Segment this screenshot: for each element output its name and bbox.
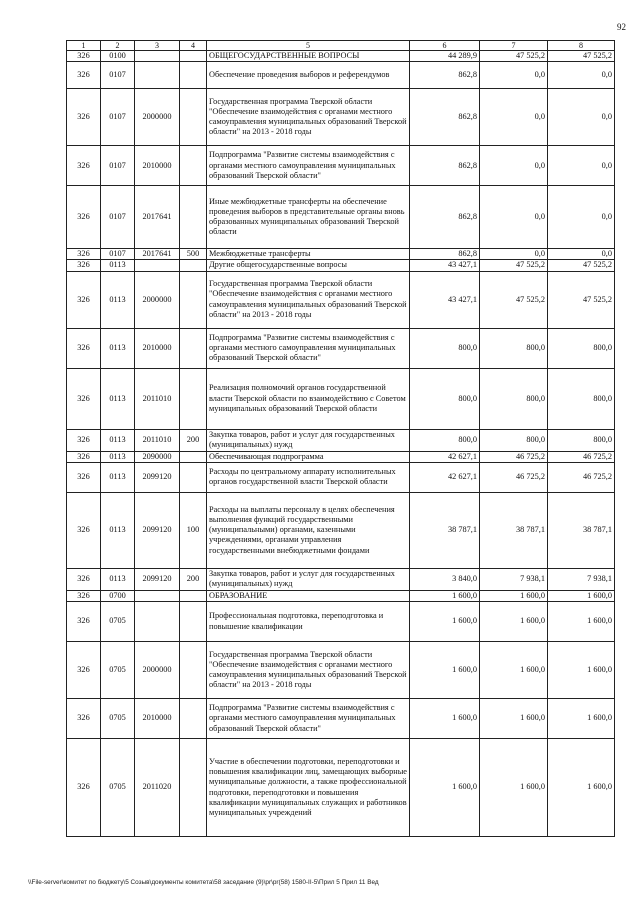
cell-description: Закупка товаров, работ и услуг для государственных (муниципальных) нужд (207, 568, 410, 590)
cell-target-code: 2010000 (135, 328, 180, 368)
column-header: 7 (480, 41, 548, 51)
cell-owner-code: 326 (67, 51, 101, 62)
cell-target-code: 2000000 (135, 271, 180, 328)
cell-description: Обеспечивающая подпрограмма (207, 451, 410, 462)
cell-owner-code: 326 (67, 186, 101, 249)
cell-expense-type (180, 590, 207, 601)
cell-target-code: 2011010 (135, 368, 180, 429)
table-row (67, 642, 615, 699)
cell-amount-year2: 1 600,0 (480, 602, 548, 642)
cell-target-code: 2000000 (135, 642, 180, 699)
cell-section-code: 0113 (101, 368, 135, 429)
cell-expense-type (180, 368, 207, 429)
cell-owner-code: 326 (67, 271, 101, 328)
cell-section-code: 0113 (101, 271, 135, 328)
cell-expense-type: 100 (180, 492, 207, 568)
cell-target-code (135, 602, 180, 642)
cell-section-code: 0113 (101, 462, 135, 492)
cell-owner-code: 326 (67, 739, 101, 837)
cell-expense-type (180, 328, 207, 368)
cell-description: Профессиональная подготовка, переподготовка и повышение квалификации (207, 602, 410, 642)
cell-description: Государственная программа Тверской области "Обеспечение взаимодействия с органами местного самоуправления муниципальных образований Тверской области" на 2013 - 2018 годы (207, 89, 410, 146)
cell-target-code: 2011020 (135, 739, 180, 837)
cell-amount-year2: 1 600,0 (480, 699, 548, 739)
cell-section-code: 0107 (101, 186, 135, 249)
cell-target-code: 2000000 (135, 89, 180, 146)
cell-amount-year2: 47 525,2 (480, 271, 548, 328)
table-row (67, 451, 615, 462)
cell-section-code: 0113 (101, 451, 135, 462)
cell-description: Межбюджетные трансферты (207, 249, 410, 260)
page-number: 92 (617, 22, 626, 32)
cell-amount-year1: 43 427,1 (410, 271, 480, 328)
cell-target-code: 2017641 (135, 186, 180, 249)
cell-amount-year1: 862,8 (410, 89, 480, 146)
cell-amount-year2: 0,0 (480, 186, 548, 249)
table-row (67, 368, 615, 429)
table-row (67, 249, 615, 260)
cell-owner-code: 326 (67, 89, 101, 146)
cell-section-code: 0113 (101, 328, 135, 368)
cell-description: ОБЩЕГОСУДАРСТВЕННЫЕ ВОПРОСЫ (207, 51, 410, 62)
column-header: 5 (207, 41, 410, 51)
cell-amount-year1: 800,0 (410, 429, 480, 451)
cell-amount-year2: 47 525,2 (480, 51, 548, 62)
cell-amount-year3: 47 525,2 (548, 271, 615, 328)
cell-target-code (135, 62, 180, 89)
cell-owner-code: 326 (67, 699, 101, 739)
cell-amount-year3: 1 600,0 (548, 602, 615, 642)
cell-target-code (135, 51, 180, 62)
cell-description: Другие общегосударственные вопросы (207, 260, 410, 271)
cell-description: Подпрограмма "Развитие системы взаимодействия с органами местного самоуправления муниципальных образований Тверской области" (207, 328, 410, 368)
cell-owner-code: 326 (67, 62, 101, 89)
cell-amount-year3: 800,0 (548, 368, 615, 429)
column-header: 3 (135, 41, 180, 51)
cell-amount-year2: 0,0 (480, 89, 548, 146)
cell-description: Расходы на выплаты персоналу в целях обеспечения выполнения функций государственными (муниципальными) органами, казенными учреждениями, органами управления государственными внебюджетными фондами (207, 492, 410, 568)
cell-expense-type: 200 (180, 429, 207, 451)
cell-description: Обеспечение проведения выборов и референдумов (207, 62, 410, 89)
cell-description: Участие в обеспечении подготовки, переподготовки и повышения квалификации лиц, замещающих выборные муниципальные должности, а также профессиональной подготовки, переподготовки и повышения квалификации муниципальных служащих и работников муниципальных учреждений (207, 739, 410, 837)
cell-owner-code: 326 (67, 602, 101, 642)
cell-owner-code: 326 (67, 642, 101, 699)
cell-expense-type (180, 739, 207, 837)
cell-amount-year1: 1 600,0 (410, 602, 480, 642)
cell-amount-year3: 800,0 (548, 328, 615, 368)
cell-section-code: 0100 (101, 51, 135, 62)
cell-amount-year3: 800,0 (548, 429, 615, 451)
cell-section-code: 0107 (101, 89, 135, 146)
table-row (67, 328, 615, 368)
cell-description: ОБРАЗОВАНИЕ (207, 590, 410, 601)
cell-owner-code: 326 (67, 368, 101, 429)
cell-amount-year1: 1 600,0 (410, 699, 480, 739)
cell-amount-year1: 3 840,0 (410, 568, 480, 590)
cell-target-code: 2017641 (135, 249, 180, 260)
cell-amount-year3: 47 525,2 (548, 51, 615, 62)
cell-owner-code: 326 (67, 249, 101, 260)
cell-amount-year1: 862,8 (410, 146, 480, 186)
table-row (67, 429, 615, 451)
cell-amount-year1: 43 427,1 (410, 260, 480, 271)
column-header: 2 (101, 41, 135, 51)
cell-amount-year3: 0,0 (548, 146, 615, 186)
cell-amount-year3: 0,0 (548, 89, 615, 146)
cell-section-code: 0113 (101, 260, 135, 271)
table-row (67, 260, 615, 271)
cell-section-code: 0705 (101, 699, 135, 739)
cell-description: Подпрограмма "Развитие системы взаимодействия с органами местного самоуправления муниципальных образований Тверской области" (207, 699, 410, 739)
column-header: 8 (548, 41, 615, 51)
cell-description: Государственная программа Тверской области "Обеспечение взаимодействия с органами местного самоуправления муниципальных образований Тверской области" на 2013 - 2018 годы (207, 642, 410, 699)
cell-amount-year1: 44 289,9 (410, 51, 480, 62)
cell-section-code: 0107 (101, 249, 135, 260)
cell-section-code: 0113 (101, 568, 135, 590)
cell-amount-year1: 862,8 (410, 186, 480, 249)
footer-path: \\File-server\комитет по бюджету\5 Созыв\документы комитета\58 заседание (9)\pr\pr(58) 1580-II-5\Прил 5 Прил 11 Вед (28, 879, 379, 886)
cell-amount-year3: 46 725,2 (548, 462, 615, 492)
cell-amount-year2: 1 600,0 (480, 642, 548, 699)
cell-amount-year3: 7 938,1 (548, 568, 615, 590)
cell-expense-type (180, 602, 207, 642)
cell-amount-year2: 800,0 (480, 368, 548, 429)
cell-amount-year1: 1 600,0 (410, 590, 480, 601)
cell-amount-year1: 42 627,1 (410, 462, 480, 492)
cell-description: Подпрограмма "Развитие системы взаимодействия с органами местного самоуправления муниципальных образований Тверской области" (207, 146, 410, 186)
cell-target-code: 2099120 (135, 462, 180, 492)
cell-target-code: 2099120 (135, 568, 180, 590)
cell-amount-year1: 862,8 (410, 249, 480, 260)
cell-description: Реализация полномочий органов государственной власти Тверской области по взаимодействию с Советом муниципальных образований Тверской области (207, 368, 410, 429)
cell-amount-year2: 38 787,1 (480, 492, 548, 568)
cell-amount-year3: 0,0 (548, 186, 615, 249)
table-row (67, 89, 615, 146)
cell-expense-type (180, 642, 207, 699)
cell-amount-year1: 862,8 (410, 62, 480, 89)
cell-amount-year2: 1 600,0 (480, 590, 548, 601)
cell-amount-year3: 1 600,0 (548, 699, 615, 739)
cell-section-code: 0705 (101, 642, 135, 699)
cell-amount-year3: 1 600,0 (548, 642, 615, 699)
cell-amount-year3: 38 787,1 (548, 492, 615, 568)
column-header: 4 (180, 41, 207, 51)
cell-expense-type: 500 (180, 249, 207, 260)
cell-owner-code: 326 (67, 590, 101, 601)
cell-expense-type (180, 260, 207, 271)
cell-amount-year1: 800,0 (410, 328, 480, 368)
cell-amount-year1: 42 627,1 (410, 451, 480, 462)
cell-expense-type (180, 699, 207, 739)
table-row (67, 462, 615, 492)
cell-description: Государственная программа Тверской области "Обеспечение взаимодействия с органами местного самоуправления муниципальных образований Тверской области" на 2013 - 2018 годы (207, 271, 410, 328)
cell-expense-type (180, 462, 207, 492)
cell-amount-year2: 47 525,2 (480, 260, 548, 271)
cell-owner-code: 326 (67, 462, 101, 492)
cell-amount-year2: 46 725,2 (480, 451, 548, 462)
cell-owner-code: 326 (67, 568, 101, 590)
cell-amount-year1: 800,0 (410, 368, 480, 429)
cell-expense-type: 200 (180, 568, 207, 590)
cell-target-code: 2011010 (135, 429, 180, 451)
cell-target-code (135, 260, 180, 271)
cell-amount-year2: 0,0 (480, 62, 548, 89)
cell-description: Иные межбюджетные трансферты на обеспечение проведения выборов в представительные органы вновь образованных муниципальных образований Тверской области (207, 186, 410, 249)
cell-amount-year3: 1 600,0 (548, 590, 615, 601)
cell-description: Расходы по центральному аппарату исполнительных органов государственной власти Тверской области (207, 462, 410, 492)
cell-expense-type (180, 186, 207, 249)
cell-amount-year3: 0,0 (548, 62, 615, 89)
cell-section-code: 0113 (101, 429, 135, 451)
cell-target-code: 2010000 (135, 146, 180, 186)
cell-section-code: 0113 (101, 492, 135, 568)
cell-amount-year1: 1 600,0 (410, 642, 480, 699)
cell-target-code: 2099120 (135, 492, 180, 568)
cell-amount-year2: 46 725,2 (480, 462, 548, 492)
budget-table (66, 40, 615, 837)
cell-section-code: 0107 (101, 146, 135, 186)
cell-amount-year2: 0,0 (480, 146, 548, 186)
cell-amount-year3: 0,0 (548, 249, 615, 260)
table-row (67, 568, 615, 590)
cell-owner-code: 326 (67, 451, 101, 462)
cell-amount-year3: 46 725,2 (548, 451, 615, 462)
cell-amount-year1: 38 787,1 (410, 492, 480, 568)
cell-amount-year2: 7 938,1 (480, 568, 548, 590)
cell-target-code: 2090000 (135, 451, 180, 462)
cell-target-code (135, 590, 180, 601)
cell-owner-code: 326 (67, 429, 101, 451)
table-row (67, 62, 615, 89)
cell-section-code: 0705 (101, 739, 135, 837)
table-row (67, 739, 615, 837)
cell-owner-code: 326 (67, 260, 101, 271)
cell-amount-year3: 1 600,0 (548, 739, 615, 837)
cell-target-code: 2010000 (135, 699, 180, 739)
table-row (67, 51, 615, 62)
column-header: 6 (410, 41, 480, 51)
table-row (67, 590, 615, 601)
table-row (67, 699, 615, 739)
table-row (67, 146, 615, 186)
cell-expense-type (180, 271, 207, 328)
cell-amount-year2: 800,0 (480, 328, 548, 368)
cell-amount-year3: 47 525,2 (548, 260, 615, 271)
cell-expense-type (180, 89, 207, 146)
cell-section-code: 0705 (101, 602, 135, 642)
table-row (67, 602, 615, 642)
table-row (67, 271, 615, 328)
table-row (67, 492, 615, 568)
cell-amount-year2: 0,0 (480, 249, 548, 260)
cell-owner-code: 326 (67, 328, 101, 368)
cell-owner-code: 326 (67, 492, 101, 568)
cell-amount-year2: 800,0 (480, 429, 548, 451)
cell-section-code: 0107 (101, 62, 135, 89)
cell-amount-year1: 1 600,0 (410, 739, 480, 837)
table-header-row (67, 41, 615, 51)
cell-owner-code: 326 (67, 146, 101, 186)
column-header: 1 (67, 41, 101, 51)
cell-expense-type (180, 51, 207, 62)
table-row (67, 186, 615, 249)
cell-amount-year2: 1 600,0 (480, 739, 548, 837)
cell-expense-type (180, 451, 207, 462)
cell-expense-type (180, 146, 207, 186)
cell-description: Закупка товаров, работ и услуг для государственных (муниципальных) нужд (207, 429, 410, 451)
cell-section-code: 0700 (101, 590, 135, 601)
cell-expense-type (180, 62, 207, 89)
